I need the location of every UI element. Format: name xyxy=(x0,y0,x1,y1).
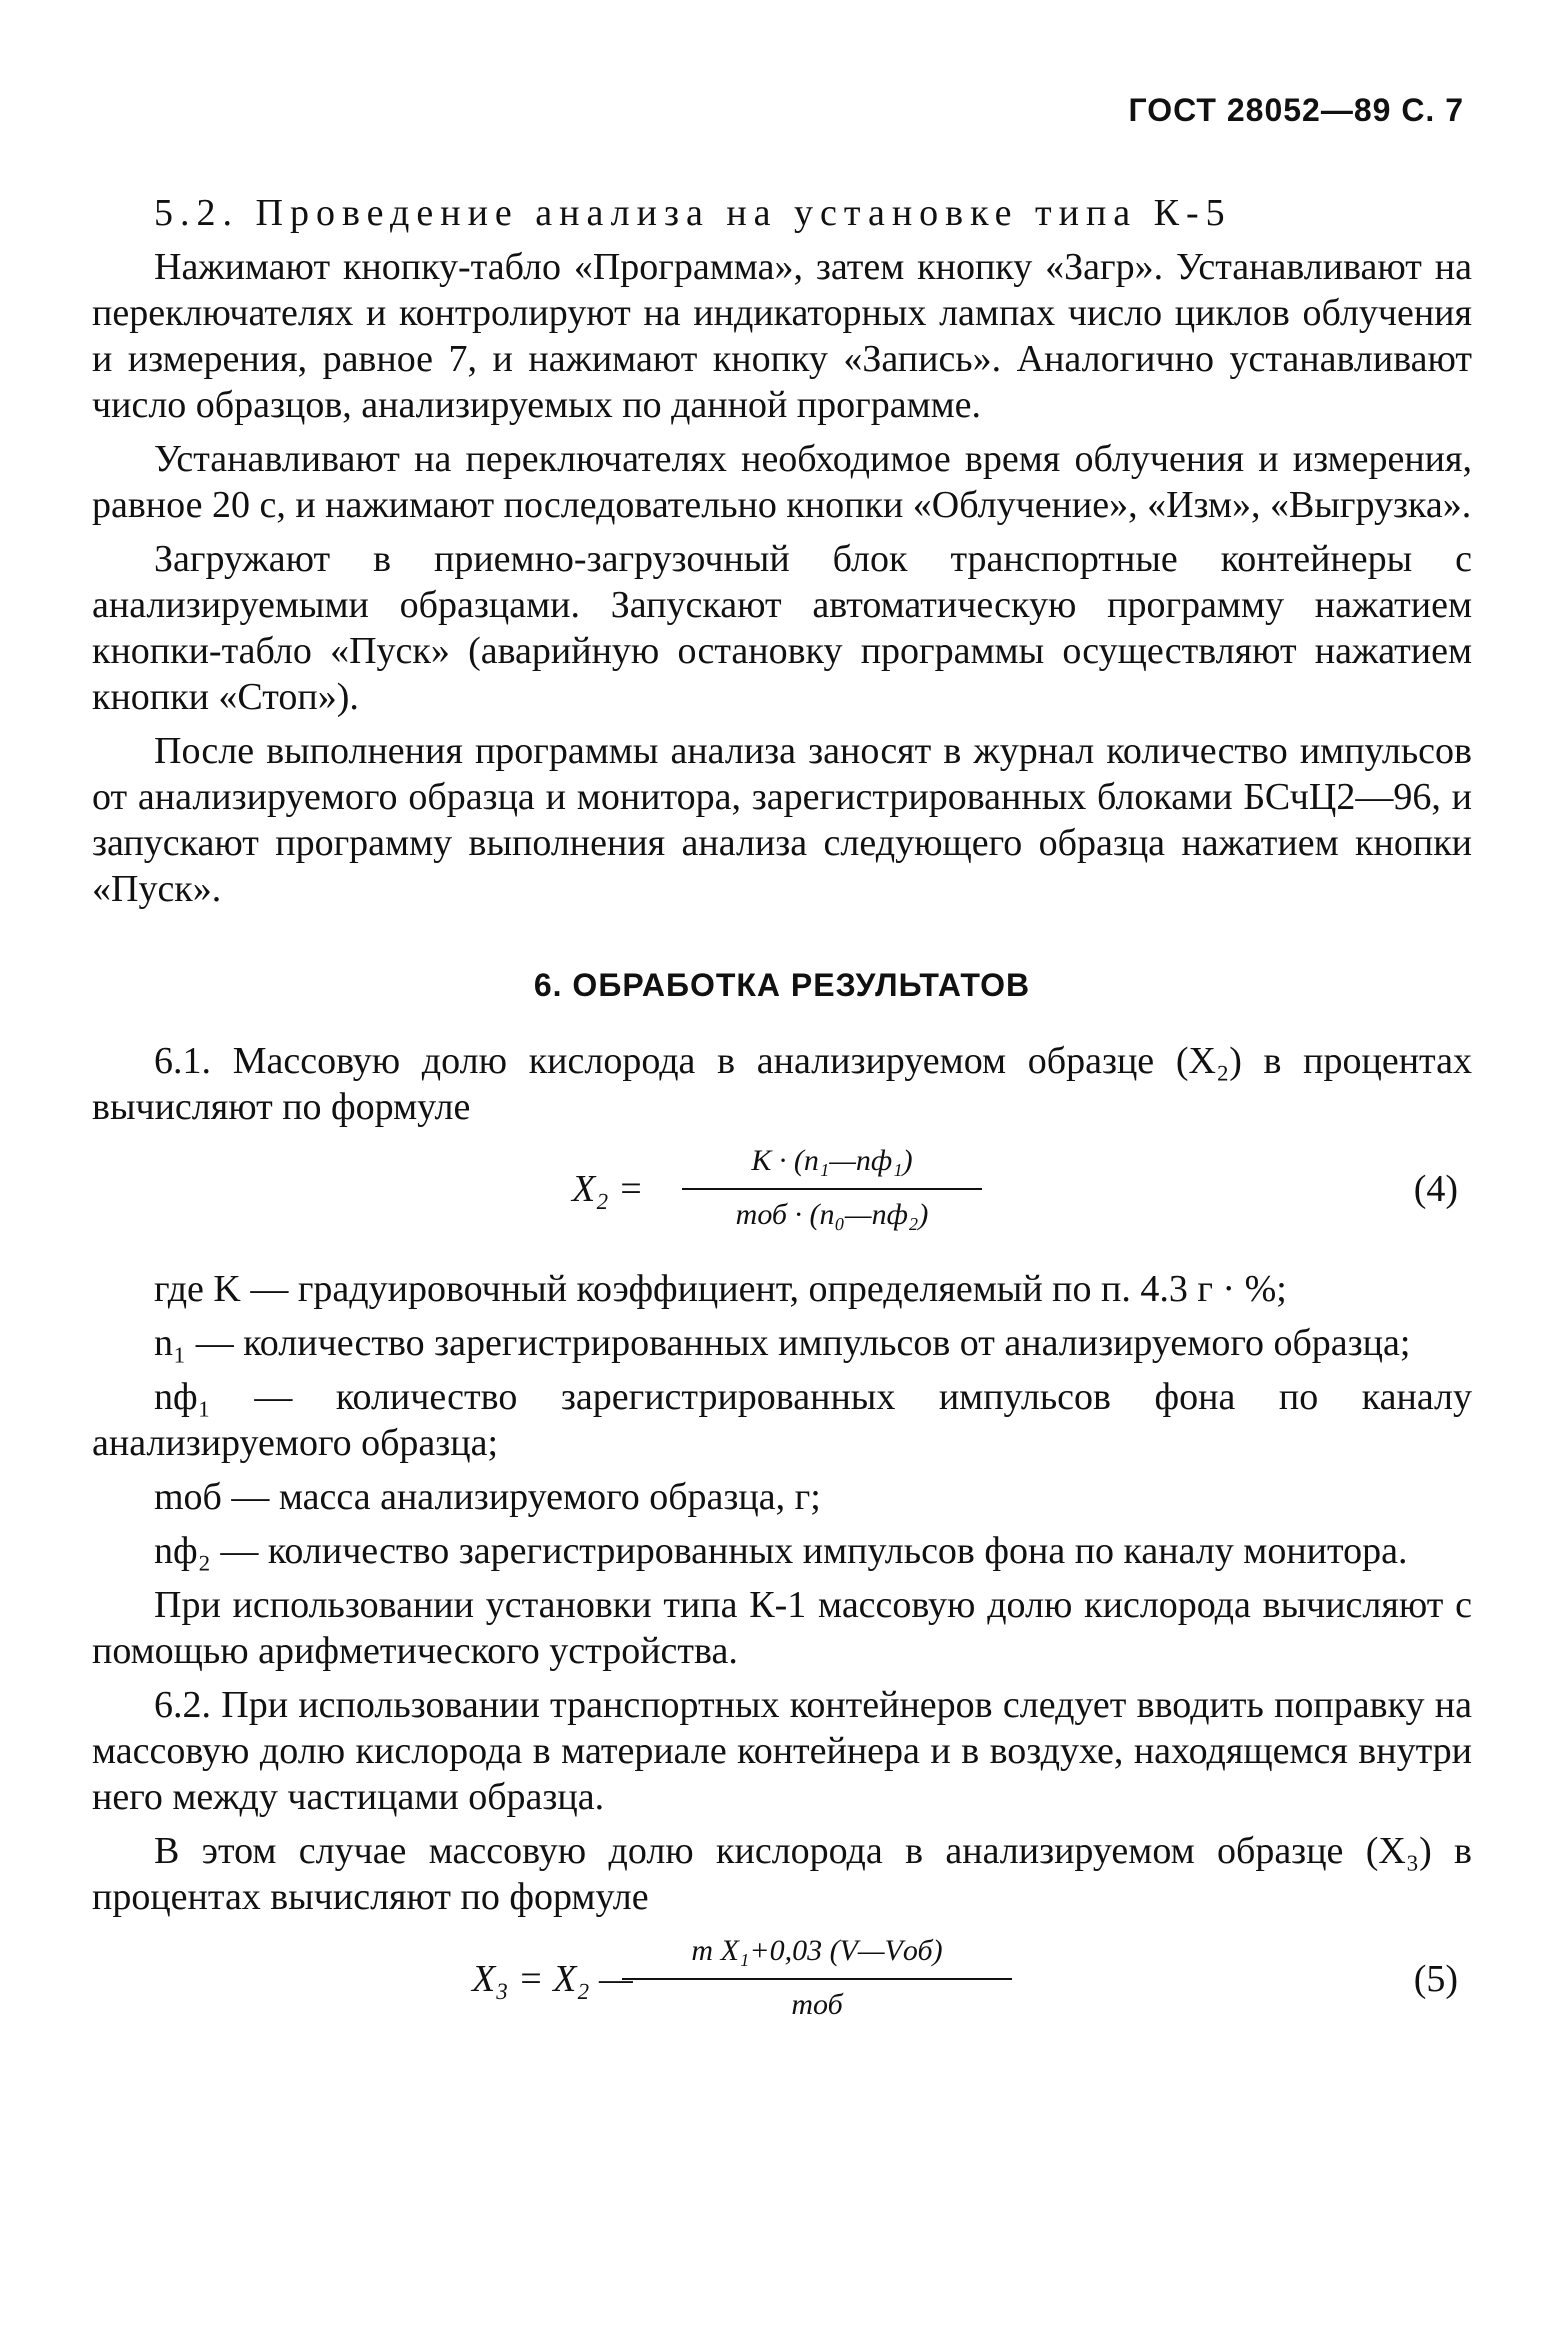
document-body xyxy=(92,190,1472,2056)
section-6-title: 6. ОБРАБОТКА РЕЗУЛЬТАТОВ xyxy=(533,967,1031,1003)
paragraph: Загружают в приемно-загрузочный блок транспортные контейнеры с анализируемыми образцами. Запускают автоматическую программу нажатием кнопки-табло «Пуск» (аварийную остановку программы осуществляют нажатием кнопки «Стоп»). xyxy=(92,538,1472,718)
formula-5-numerator: m X₁+0,03 (V—Vоб) xyxy=(622,1928,1012,1980)
definition: nф₁ — количество зарегистрированных импульсов фона по каналу анализируемого образца; xyxy=(92,1376,1472,1464)
formula-4-left: X₂ = xyxy=(572,1168,644,1210)
definition: n₁ — количество зарегистрированных импульсов от анализируемого образца; xyxy=(154,1322,1411,1364)
formula-5 xyxy=(92,1928,1472,2038)
definition: где K — градуировочный коэффициент, определяемый по п. 4.3 г · %; xyxy=(154,1268,1287,1310)
paragraph: После выполнения программы анализа заносят в журнал количество импульсов от анализируемого образца и монитора, зарегистрированных блоками БСчЦ2—96, и запускают программу выполнения анализа следующего образца нажатием кнопки «Пуск». xyxy=(92,730,1472,910)
formula-4-denominator: mоб · (n₀—nф₂) xyxy=(735,1198,929,1231)
formula-4 xyxy=(92,1138,1472,1248)
paragraph: Нажимают кнопку-табло «Программа», затем кнопку «Загр». Устанавливают на переключателях и контролируют на индикаторных лампах число циклов облучения и измерения, равное 7, и нажимают кнопку «Запись». Аналогично устанавливают число образцов, анализируемых по данной программе. xyxy=(92,246,1472,426)
definition: nф₂ — количество зарегистрированных импульсов фона по каналу монитора. xyxy=(154,1530,1408,1572)
page-header: ГОСТ 28052—89 С. 7 xyxy=(1128,92,1464,128)
paragraph-6-1: 6.1. Массовую долю кислорода в анализируемом образце (X₂) в процентах вычисляют по формуле xyxy=(92,1040,1472,1128)
formula-5-denominator: mоб xyxy=(791,1988,843,2021)
formula-4-numerator: K · (n₁—nф₁) xyxy=(682,1138,982,1190)
paragraph-k1: При использовании установки типа К-1 массовую долю кислорода вычисляют с помощью арифметического устройства. xyxy=(92,1584,1472,1672)
formula-4-number: (4) xyxy=(1413,1168,1458,1210)
paragraph: Устанавливают на переключателях необходимое время облучения и измерения, равное 20 с, и нажимают последовательно кнопки «Облучение», «Изм», «Выгрузка». xyxy=(92,438,1472,526)
formula-5-number: (5) xyxy=(1413,1958,1458,2000)
paragraph-6-2: 6.2. При использовании транспортных контейнеров следует вводить поправку на массовую долю кислорода в материале контейнера и в воздухе, находящемся внутри него между частицами образца. xyxy=(92,1684,1472,1818)
formula-5-left: X₃ = X₂ — xyxy=(472,1958,633,2000)
section-5-2-heading: 5.2. Проведение анализа на установке типа К-5 xyxy=(154,192,1232,234)
paragraph-case: В этом случае массовую долю кислорода в анализируемом образце (X₃) в процентах вычисляют по формуле xyxy=(92,1830,1472,1918)
formula-4-fraction xyxy=(682,1138,982,1238)
definition: mоб — масса анализируемого образца, г; xyxy=(154,1476,821,1518)
formula-5-fraction xyxy=(622,1928,1012,2028)
